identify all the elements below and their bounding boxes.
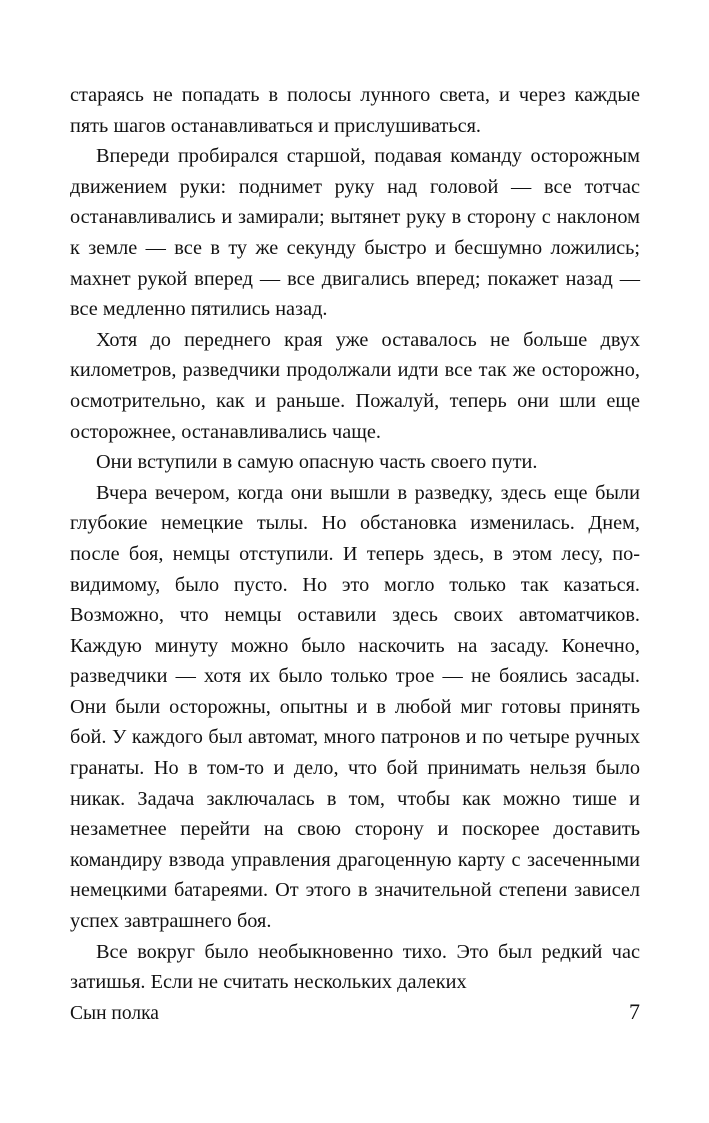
paragraph: Они вступили в самую опасную часть своего пути. xyxy=(96,451,538,474)
paragraph: Вчера вечером, когда они вышли в разведку, здесь еще были глубокие немецкие тылы. Но обстановка изменилась. Днем, после боя, немцы отступили. И теперь здесь, в этом лесу, по-видимому, было пусто. Но это могло только так казаться. Возможно, что немцы оставили здесь своих автоматчиков. Каждую минуту можно было наскочить на засаду. Конечно, разведчики — хотя их было только трое — не боялись засады. Они были осторожны, опытны и в любой миг готовы принять бой. У каждого был автомат, много патронов и по четыре ручных гранаты. Но в том-то и дело, что бой принимать нельзя было никак. Задача заключалась в том, чтобы как можно тише и незаметнее перейти на свою сторону и поскорее доставить командиру взвода управления драгоценную карту с засеченными немецкими батареями. От этого в значительной степени зависел успех завтрашнего боя. xyxy=(70,481,640,933)
footer-page-number: 7 xyxy=(629,999,640,1024)
paragraph: Хотя до переднего края уже оставалось не больше двух километров, разведчики продолжали идти все так же осторожно, осмотрительно, как и раньше. Пожалуй, теперь они шли еще осторожнее, останавливались чаще. xyxy=(70,328,640,443)
page-footer xyxy=(70,1000,640,1026)
paragraph: Впереди пробирался старшой, подавая команду осторожным движением руки: поднимет руку над головой — все тотчас останавливались и замирали; вытянет руку в сторону с наклоном к земле — все в ту же секунду быстро и бесшумно ложились; махнет рукой вперед — все двигались вперед; покажет назад — все медленно пятились назад. xyxy=(70,145,640,321)
paragraph: стараясь не попадать в полосы лунного света, и через каждые пять шагов останавливаться и прислушиваться. xyxy=(70,84,640,137)
paragraph: Все вокруг было необыкновенно тихо. Это был редкий час затишья. Если не считать нескольких далеких xyxy=(70,940,640,994)
body-text xyxy=(70,80,640,998)
footer-book-title: Сын полка xyxy=(70,1003,159,1024)
